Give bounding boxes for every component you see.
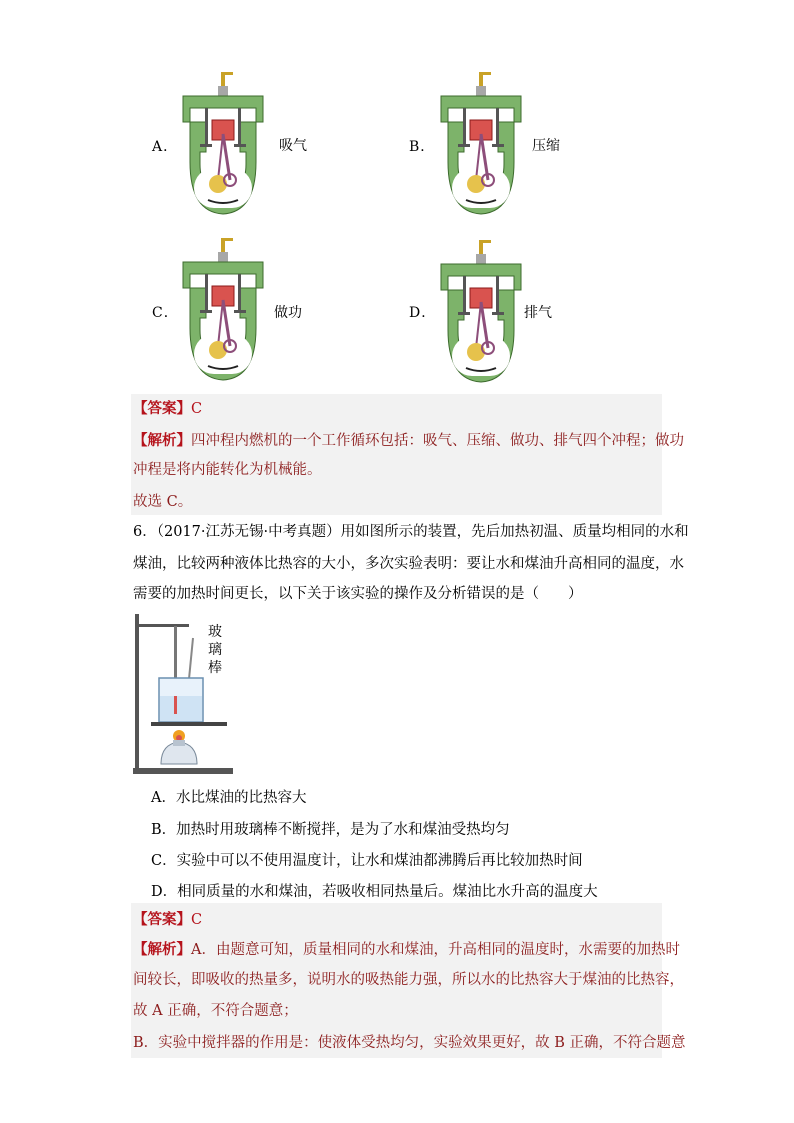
answer-value: C bbox=[191, 401, 203, 417]
option-a-letter: A． bbox=[152, 139, 179, 155]
q5-analysis-line3: 故选 C。 bbox=[133, 494, 193, 510]
q6-option-c: C．实验中可以不使用温度计，让水和煤油都沸腾后再比较加热时间 bbox=[151, 853, 583, 869]
engine-diagram-d bbox=[436, 240, 526, 385]
q5-analysis-line1 bbox=[133, 431, 684, 451]
glass-rod-label bbox=[208, 623, 222, 677]
option-b-letter: B． bbox=[409, 139, 436, 155]
q6-option-a: A．水比煤油的比热容大 bbox=[151, 790, 307, 806]
answer-value: C bbox=[191, 912, 203, 928]
q6-analysis-line4: B．实验中搅拌器的作用是：使液体受热均匀，实验效果更好，故 B 正确，不符合题意 bbox=[133, 1035, 686, 1051]
q6-option-b: B．加热时用玻璃棒不断搅拌，是为了水和煤油受热均匀 bbox=[151, 822, 510, 838]
q6-answer bbox=[133, 910, 202, 930]
answer-tag: 【答案】 bbox=[133, 400, 191, 417]
engine-diagram-b bbox=[436, 72, 526, 217]
q5-answer-block bbox=[131, 394, 662, 515]
analysis-text: 四冲程内燃机的一个工作循环包括：吸气、压缩、做功、排气四个冲程；做功 bbox=[191, 433, 684, 449]
q6-analysis-line2: 间较长，即吸收的热量多，说明水的吸热能力强，所以水的比热容大于煤油的比热容， bbox=[133, 972, 684, 988]
engine-diagram-c bbox=[178, 238, 268, 383]
option-d-caption: 排气 bbox=[524, 305, 552, 321]
q6-analysis-line1 bbox=[133, 940, 680, 960]
q5-answer bbox=[133, 399, 202, 419]
q6-stem-line3: 需要的加热时间更长，以下关于该实验的操作及分析错误的是（ ） bbox=[133, 586, 583, 602]
q6-analysis-line3: 故 A 正确，不符合题意； bbox=[133, 1003, 298, 1019]
q6-stem-line2: 煤油，比较两种液体比热容的大小，多次实验表明：要让水和煤油升高相同的温度，水 bbox=[133, 556, 684, 572]
glass-rod-label-char: 璃 bbox=[208, 642, 222, 658]
q6-stem-line1: 6．（2017·江苏无锡·中考真题）用如图所示的装置，先后加热初温、质量均相同的水和 bbox=[133, 524, 689, 540]
answer-tag: 【答案】 bbox=[133, 911, 191, 928]
option-c-letter: C． bbox=[152, 305, 179, 321]
option-b-caption: 压缩 bbox=[532, 138, 560, 154]
option-c-caption: 做功 bbox=[274, 305, 302, 321]
option-d-letter: D． bbox=[409, 305, 437, 321]
engine-diagram-a bbox=[178, 72, 268, 217]
analysis-tag: 【解析】 bbox=[133, 432, 191, 449]
glass-rod-label-char: 玻 bbox=[208, 624, 222, 640]
option-a-caption: 吸气 bbox=[279, 138, 307, 154]
q5-analysis-line2: 冲程是将内能转化为机械能。 bbox=[133, 462, 322, 478]
analysis-tag: 【解析】 bbox=[133, 941, 191, 958]
q6-option-d: D．相同质量的水和煤油，若吸收相同热量后。煤油比水升高的温度大 bbox=[151, 884, 598, 900]
analysis-text: A．由题意可知，质量相同的水和煤油，升高相同的温度时，水需要的加热时 bbox=[191, 942, 680, 958]
glass-rod-label-char: 棒 bbox=[208, 660, 222, 676]
